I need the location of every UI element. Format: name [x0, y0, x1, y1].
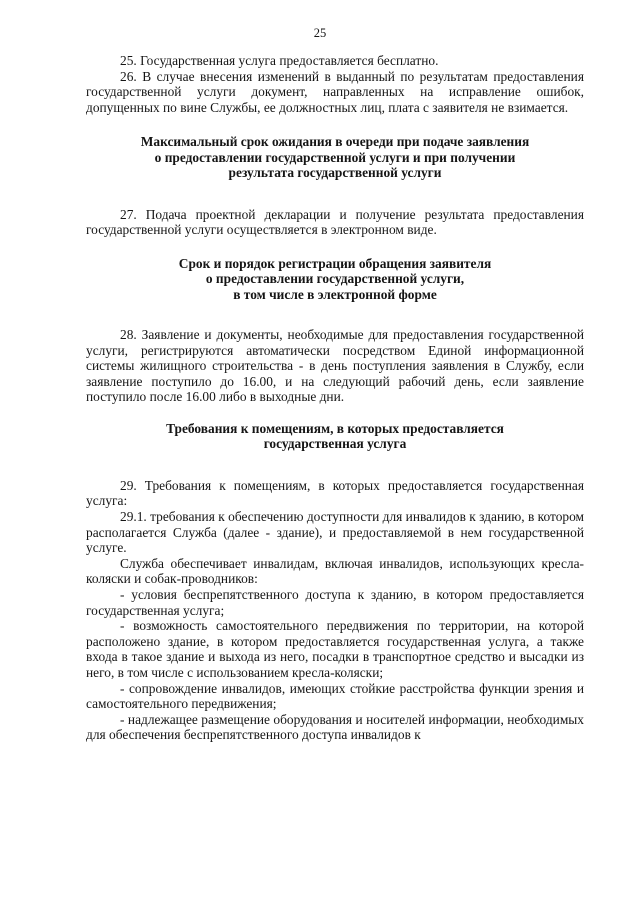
section-heading-premises [86, 421, 584, 452]
paragraph-25: 25. Государственная услуга предоставляется бесплатно. [120, 53, 439, 68]
section-heading-registration [86, 256, 584, 302]
list-item: - условия беспрепятственного доступа к зданию, в котором предоставляется государственная услуга; [86, 586, 584, 618]
heading-line: в том числе в электронной форме [233, 286, 437, 302]
heading-line: Максимальный срок ожидания в очереди при подаче заявления [140, 134, 530, 150]
paragraph-26: 26. В случае внесения изменений в выданный по результатам предоставления государственной услуги документ, направленных на исправление ошибок, допущенных по вине Службы, ее должностных лиц, плата с заявителя не взимается. [86, 68, 584, 115]
paragraph-29-1: 29.1. требования к обеспечению доступности для инвалидов к зданию, в котором располагается Служба (далее - здание), и предоставляемой в нем государственной услуге. [86, 508, 584, 556]
paragraph-29: 29. Требования к помещениям, в которых предоставляется государственная услуга: [86, 477, 584, 509]
heading-line: Требования к помещениям, в которых предоставляется [166, 420, 504, 436]
heading-line: результата государственной услуги [228, 165, 442, 181]
section-heading-queue-time [86, 134, 584, 180]
heading-line: о предоставлении государственной услуги и при получении [154, 149, 516, 165]
paragraph-28: 28. Заявление и документы, необходимые для предоставления государственной услуги, регистрируются автоматически посредством Единой информационной системы жилищного строительства - в день поступления заявления в Службу, если заявление поступило до 16.00, и на следующий рабочий день, если заявление поступило после 16.00 либо в выходные дни. [86, 327, 584, 405]
paragraph-27: 27. Подача проектной декларации и получение результата предоставления государственной услуги осуществляется в электронном виде. [86, 206, 584, 238]
heading-line: Срок и порядок регистрации обращения заявителя [178, 255, 492, 271]
heading-line: о предоставлении государственной услуги, [205, 271, 465, 287]
paragraph-service-provides: Служба обеспечивает инвалидам, включая инвалидов, использующих кресла-коляски и собак-проводников: [86, 555, 584, 587]
list-item: - сопровождение инвалидов, имеющих стойкие расстройства функции зрения и самостоятельного передвижения; [86, 680, 584, 712]
heading-line: государственная услуга [263, 436, 407, 452]
page-number: 25 [313, 26, 327, 40]
document-body [86, 53, 584, 743]
list-item: - надлежащее размещение оборудования и носителей информации, необходимых для обеспечения беспрепятственного доступа инвалидов к [86, 711, 584, 743]
list-item: - возможность самостоятельного передвижения по территории, на которой расположено здание, в котором предоставляется государственная услуга, а также входа в такое здание и выхода из него, посадки в транспортное средство и высадки из него, в том числе с использованием кресла-коляски; [86, 618, 584, 680]
